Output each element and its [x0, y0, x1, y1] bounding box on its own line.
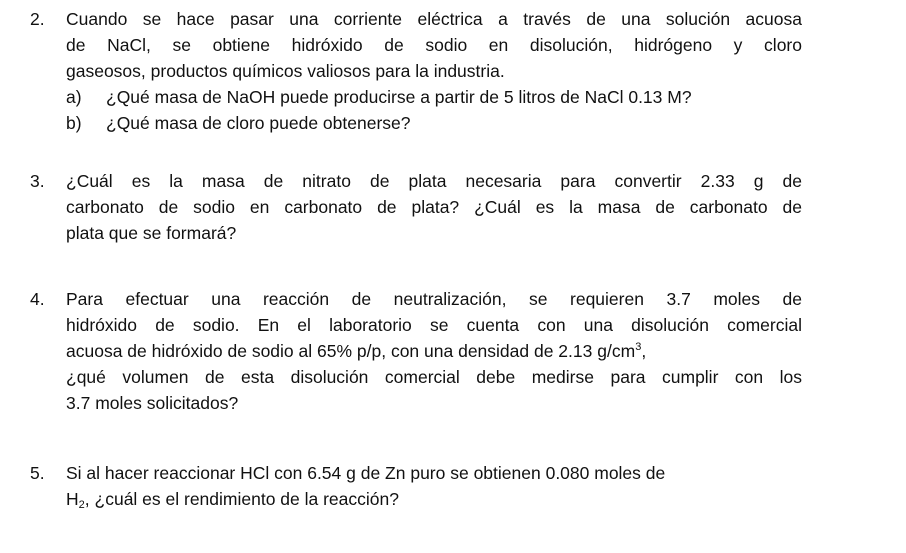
subquestion-b [66, 110, 411, 136]
problem-text [66, 286, 802, 416]
problem-number: 5. [30, 463, 45, 483]
density-unit: g/cm [597, 341, 636, 361]
punctuation: , [641, 341, 647, 361]
subquestion-a [66, 84, 692, 110]
text-line-density [66, 338, 802, 364]
subquestion-text: ¿Qué masa de NaOH puede producirse a partir de 5 litros de NaCl 0.13 M? [106, 87, 692, 107]
text-line: de NaCl, se obtiene hidróxido de sodio en disolución, hidrógeno y cloro [66, 35, 802, 55]
text-line: 3.7 moles solicitados? [66, 393, 239, 413]
text-line: ¿Cuál es la masa de nitrato de plata necesaria para convertir 2.33 g de [66, 171, 802, 191]
text-line: Para efectuar una reacción de neutralización, se requieren 3.7 moles de [66, 289, 802, 309]
text-line: hidróxido de sodio. En el laboratorio se cuenta con una disolución comercial [66, 315, 802, 335]
subquestion-text: ¿Qué masa de cloro puede obtenerse? [106, 113, 411, 133]
text-line: ¿qué volumen de esta disolución comercial debe medirse para cumplir con los [66, 367, 802, 387]
text-line: carbonato de sodio en carbonato de plata? ¿Cuál es la masa de carbonato de [66, 197, 802, 217]
problem-number: 4. [30, 289, 45, 309]
text-fragment: ¿cuál es el rendimiento de la reacción? [94, 489, 399, 509]
subquestion-label: a) [66, 87, 82, 107]
problem-number: 2. [30, 9, 45, 29]
h2-subscript: 2 [78, 499, 85, 511]
density-exponent: 3 [635, 341, 642, 353]
text-line: Cuando se hace pasar una corriente eléctrica a través de una solución acuosa [66, 9, 802, 29]
text-line-h2 [66, 486, 802, 512]
punctuation: , [84, 489, 90, 509]
problem-text [66, 460, 802, 512]
text-line: Si al hacer reaccionar HCl con 6.54 g de Zn puro se obtienen 0.080 moles de [66, 463, 666, 483]
problem-number: 3. [30, 171, 45, 191]
problem-text [66, 6, 802, 84]
text-line: gaseosos, productos químicos valiosos para la industria. [66, 61, 505, 81]
text-fragment: acuosa de hidróxido de sodio al 65% p/p, con una densidad de 2.13 [66, 341, 593, 361]
subquestion-label: b) [66, 113, 82, 133]
h2-formula: H [66, 489, 79, 509]
text-line: plata que se formará? [66, 223, 237, 243]
problem-text [66, 168, 802, 246]
